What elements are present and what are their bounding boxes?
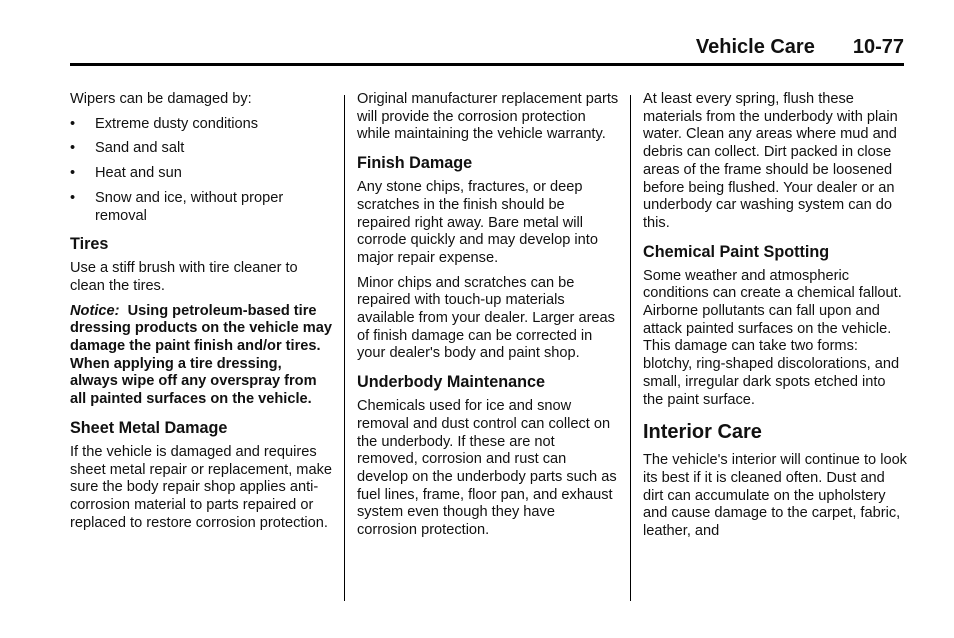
underbody-text: Chemicals used for ice and snow removal and dust control can collect on the underbody. If these are not removed, corrosion and rust can develop on the underbody parts such as fuel lines, frame, floor pan, and exhaust system even though they have corrosion protection. xyxy=(357,398,617,539)
wiper-damage-list xyxy=(70,116,332,226)
list-item-text: Sand and salt xyxy=(95,140,185,157)
finish-damage-heading: Finish Damage xyxy=(357,154,473,173)
page-header xyxy=(70,36,904,62)
list-item xyxy=(70,190,332,225)
list-item xyxy=(70,165,332,183)
list-item xyxy=(70,140,332,158)
tires-text: Use a stiff brush with tire cleaner to clean the tires. xyxy=(70,260,298,294)
finish-damage-text-2: Minor chips and scratches can be repaired with touch-up materials available from your dealer. Larger areas of finish damage can be corrected in your dealer's body and paint shop. xyxy=(357,274,615,362)
bullet-icon: • xyxy=(70,189,76,206)
underbody-flush-text: At least every spring, flush these materials from the underbody with plain water. Clean any areas where mud and debris can collect. Dirt packed in close areas of the frame should be loosened before being flushed. Your dealer or an underbody car washing system can do this. xyxy=(643,91,898,231)
tires-heading: Tires xyxy=(70,235,109,254)
header-rule xyxy=(70,63,904,66)
chemical-paint-text: Some weather and atmospheric conditions can create a chemical fallout. Airborne pollutants can fall upon and attack painted surfaces on the vehicle. This damage can take two forms: blotchy, ring-shaped discolorations, and small, irregular dark spots etched into the paint surface. xyxy=(643,267,902,408)
notice-text: Using petroleum-based tire dressing products on the vehicle may damage the paint finish and/or tires. When applying a tire dressing, always wipe off any overspray from all painted surfaces on the vehicle. xyxy=(70,302,332,408)
page-number: 10-77 xyxy=(852,36,904,58)
column-divider-2 xyxy=(630,95,631,601)
chemical-paint-heading: Chemical Paint Spotting xyxy=(643,242,830,261)
interior-care-text: The vehicle's interior will continue to look its best if it is cleaned often. Dust and dirt can accumulate on the upholstery and cause damage to the carpet, fabric, leather, and xyxy=(643,452,907,540)
notice-label: Notice: xyxy=(70,302,120,319)
column-divider-1 xyxy=(344,95,345,601)
sheet-metal-text: If the vehicle is damaged and requires sheet metal repair or replacement, make sure the body repair shop applies anti-corrosion material to parts repaired or replaced to restore corrosion protection. xyxy=(70,443,332,531)
bullet-icon: • xyxy=(70,165,76,182)
list-item xyxy=(70,116,332,134)
bullet-icon: • xyxy=(70,115,76,132)
replacement-parts-text: Original manufacturer replacement parts will provide the corrosion protection while maintaining the vehicle warranty. xyxy=(357,91,619,143)
tires-notice xyxy=(70,303,332,409)
list-item-text: Extreme dusty conditions xyxy=(95,115,259,132)
list-item-text: Heat and sun xyxy=(95,165,182,182)
column-2 xyxy=(357,91,619,547)
underbody-heading: Underbody Maintenance xyxy=(357,373,545,392)
column-3 xyxy=(643,91,907,548)
bullet-icon: • xyxy=(70,140,76,157)
section-title: Vehicle Care xyxy=(695,36,815,58)
interior-care-heading: Interior Care xyxy=(643,421,762,444)
sheet-metal-heading: Sheet Metal Damage xyxy=(70,418,228,437)
wipers-intro: Wipers can be damaged by: xyxy=(70,91,252,107)
finish-damage-text-1: Any stone chips, fractures, or deep scratches in the finish should be repaired right away. Bare metal will corrode quickly and may develop into major repair expense. xyxy=(357,179,598,266)
column-1 xyxy=(70,91,332,539)
list-item-text: Snow and ice, without proper removal xyxy=(95,189,284,224)
